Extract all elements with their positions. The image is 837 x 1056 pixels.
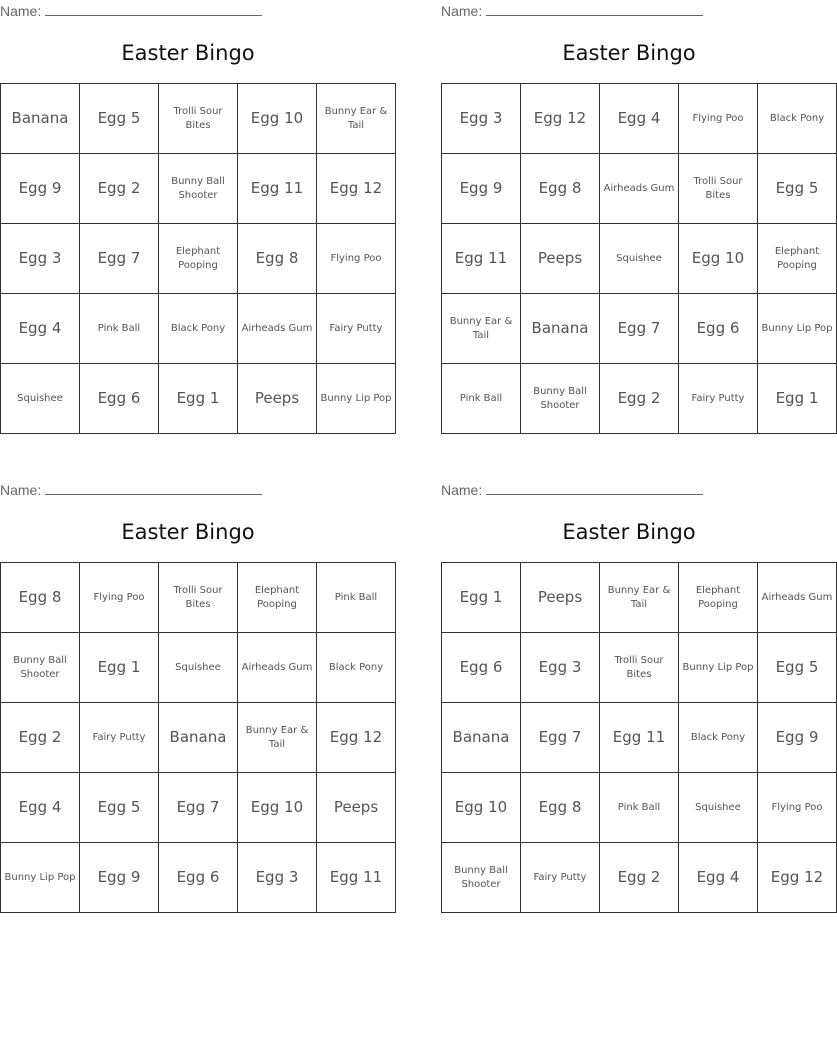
bingo-cell: Airheads Gum bbox=[238, 633, 317, 703]
bingo-cell: Elephant Pooping bbox=[238, 563, 317, 633]
bingo-cell: Egg 8 bbox=[521, 773, 600, 843]
bingo-cell: Egg 12 bbox=[317, 703, 396, 773]
bingo-cell: Egg 6 bbox=[442, 633, 521, 703]
bingo-cell: Egg 6 bbox=[80, 364, 159, 434]
bingo-row bbox=[442, 773, 837, 843]
bingo-cell: Egg 9 bbox=[442, 154, 521, 224]
bingo-grid bbox=[0, 83, 396, 434]
bingo-row bbox=[1, 703, 396, 773]
bingo-cell: Egg 3 bbox=[238, 843, 317, 913]
bingo-cell: Bunny Lip Pop bbox=[1, 843, 80, 913]
bingo-cell: Egg 12 bbox=[317, 154, 396, 224]
name-blank bbox=[486, 2, 703, 16]
bingo-row bbox=[1, 224, 396, 294]
bingo-cell: Egg 1 bbox=[159, 364, 238, 434]
bingo-cell: Egg 5 bbox=[758, 154, 837, 224]
card-title: Easter Bingo bbox=[562, 41, 696, 65]
card-title: Easter Bingo bbox=[562, 520, 696, 544]
bingo-cell: Fairy Putty bbox=[679, 364, 758, 434]
bingo-row bbox=[1, 84, 396, 154]
name-label: Name: bbox=[441, 3, 483, 19]
bingo-cell: Pink Ball bbox=[442, 364, 521, 434]
bingo-cell: Squishee bbox=[679, 773, 758, 843]
bingo-cell: Egg 2 bbox=[600, 843, 679, 913]
bingo-row bbox=[1, 843, 396, 913]
bingo-cell: Bunny Ball Shooter bbox=[442, 843, 521, 913]
bingo-cell: Pink Ball bbox=[80, 294, 159, 364]
bingo-cell: Egg 7 bbox=[159, 773, 238, 843]
bingo-cell: Egg 8 bbox=[521, 154, 600, 224]
bingo-cell: Banana bbox=[442, 703, 521, 773]
bingo-cell: Peeps bbox=[317, 773, 396, 843]
bingo-row bbox=[1, 563, 396, 633]
bingo-cell: Egg 12 bbox=[521, 84, 600, 154]
bingo-cell: Egg 5 bbox=[80, 773, 159, 843]
bingo-row bbox=[442, 224, 837, 294]
bingo-cell: Trolli Sour Bites bbox=[679, 154, 758, 224]
bingo-cell: Bunny Lip Pop bbox=[679, 633, 758, 703]
bingo-cell: Trolli Sour Bites bbox=[600, 633, 679, 703]
bingo-cell: Banana bbox=[1, 84, 80, 154]
bingo-row bbox=[442, 563, 837, 633]
name-label: Name: bbox=[0, 482, 42, 498]
bingo-cell: Bunny Lip Pop bbox=[317, 364, 396, 434]
bingo-cell: Trolli Sour Bites bbox=[159, 84, 238, 154]
name-line bbox=[441, 2, 703, 19]
bingo-cell: Egg 7 bbox=[521, 703, 600, 773]
bingo-cell: Bunny Ball Shooter bbox=[1, 633, 80, 703]
bingo-cell: Airheads Gum bbox=[758, 563, 837, 633]
bingo-cell: Egg 11 bbox=[600, 703, 679, 773]
bingo-grid bbox=[441, 83, 837, 434]
name-blank bbox=[45, 2, 262, 16]
bingo-cell: Peeps bbox=[521, 224, 600, 294]
bingo-cell: Black Pony bbox=[317, 633, 396, 703]
bingo-cell: Egg 4 bbox=[679, 843, 758, 913]
bingo-cell: Egg 1 bbox=[442, 563, 521, 633]
bingo-cell: Flying Poo bbox=[317, 224, 396, 294]
bingo-cell: Egg 1 bbox=[80, 633, 159, 703]
bingo-row bbox=[442, 154, 837, 224]
bingo-cell: Fairy Putty bbox=[80, 703, 159, 773]
bingo-cell: Egg 2 bbox=[600, 364, 679, 434]
card-title: Easter Bingo bbox=[121, 41, 255, 65]
bingo-cell: Egg 8 bbox=[1, 563, 80, 633]
bingo-cell: Fairy Putty bbox=[317, 294, 396, 364]
bingo-cell: Egg 11 bbox=[317, 843, 396, 913]
name-label: Name: bbox=[441, 482, 483, 498]
bingo-cell: Egg 10 bbox=[679, 224, 758, 294]
bingo-row bbox=[1, 154, 396, 224]
bingo-cell: Squishee bbox=[1, 364, 80, 434]
bingo-cell: Egg 3 bbox=[1, 224, 80, 294]
bingo-cell: Pink Ball bbox=[317, 563, 396, 633]
bingo-cell: Egg 3 bbox=[442, 84, 521, 154]
bingo-cell: Bunny Ear & Tail bbox=[317, 84, 396, 154]
bingo-cell: Egg 10 bbox=[442, 773, 521, 843]
bingo-cell: Squishee bbox=[159, 633, 238, 703]
bingo-cell: Flying Poo bbox=[80, 563, 159, 633]
bingo-cell: Airheads Gum bbox=[238, 294, 317, 364]
bingo-cell: Banana bbox=[159, 703, 238, 773]
bingo-cell: Egg 5 bbox=[80, 84, 159, 154]
bingo-cell: Elephant Pooping bbox=[679, 563, 758, 633]
bingo-row bbox=[442, 703, 837, 773]
bingo-cell: Egg 9 bbox=[758, 703, 837, 773]
bingo-cell: Egg 4 bbox=[1, 294, 80, 364]
bingo-cell: Egg 4 bbox=[1, 773, 80, 843]
bingo-cell: Peeps bbox=[238, 364, 317, 434]
bingo-cell: Egg 2 bbox=[1, 703, 80, 773]
bingo-cell: Egg 4 bbox=[600, 84, 679, 154]
bingo-cell: Egg 8 bbox=[238, 224, 317, 294]
bingo-row bbox=[442, 364, 837, 434]
bingo-cell: Bunny Lip Pop bbox=[758, 294, 837, 364]
bingo-cell: Egg 5 bbox=[758, 633, 837, 703]
bingo-cell: Trolli Sour Bites bbox=[159, 563, 238, 633]
bingo-cell: Squishee bbox=[600, 224, 679, 294]
bingo-row bbox=[442, 84, 837, 154]
bingo-row bbox=[1, 294, 396, 364]
bingo-cell: Egg 10 bbox=[238, 773, 317, 843]
card-title: Easter Bingo bbox=[121, 520, 255, 544]
bingo-cell: Elephant Pooping bbox=[758, 224, 837, 294]
bingo-cell: Egg 7 bbox=[80, 224, 159, 294]
name-blank bbox=[486, 481, 703, 495]
bingo-row bbox=[442, 633, 837, 703]
bingo-cell: Egg 9 bbox=[1, 154, 80, 224]
bingo-cell: Bunny Ear & Tail bbox=[238, 703, 317, 773]
bingo-cell: Elephant Pooping bbox=[159, 224, 238, 294]
bingo-row bbox=[1, 364, 396, 434]
bingo-cell: Fairy Putty bbox=[521, 843, 600, 913]
name-line bbox=[0, 2, 262, 19]
bingo-cell: Pink Ball bbox=[600, 773, 679, 843]
bingo-cell: Egg 7 bbox=[600, 294, 679, 364]
bingo-cell: Egg 1 bbox=[758, 364, 837, 434]
bingo-cell: Egg 6 bbox=[679, 294, 758, 364]
bingo-cell: Black Pony bbox=[159, 294, 238, 364]
name-line bbox=[0, 481, 262, 498]
bingo-cell: Airheads Gum bbox=[600, 154, 679, 224]
bingo-cell: Egg 10 bbox=[238, 84, 317, 154]
bingo-cell: Egg 3 bbox=[521, 633, 600, 703]
bingo-cell: Egg 12 bbox=[758, 843, 837, 913]
bingo-cell: Black Pony bbox=[758, 84, 837, 154]
bingo-cell: Bunny Ear & Tail bbox=[442, 294, 521, 364]
bingo-cell: Egg 11 bbox=[442, 224, 521, 294]
bingo-row bbox=[442, 843, 837, 913]
bingo-cell: Flying Poo bbox=[758, 773, 837, 843]
bingo-row bbox=[1, 773, 396, 843]
bingo-cell: Egg 2 bbox=[80, 154, 159, 224]
bingo-cell: Bunny Ball Shooter bbox=[521, 364, 600, 434]
bingo-cell: Black Pony bbox=[679, 703, 758, 773]
name-line bbox=[441, 481, 703, 498]
bingo-cell: Egg 9 bbox=[80, 843, 159, 913]
bingo-cell: Bunny Ear & Tail bbox=[600, 563, 679, 633]
bingo-cell: Banana bbox=[521, 294, 600, 364]
name-blank bbox=[45, 481, 262, 495]
name-label: Name: bbox=[0, 3, 42, 19]
bingo-cell: Egg 11 bbox=[238, 154, 317, 224]
bingo-grid bbox=[441, 562, 837, 913]
bingo-grid bbox=[0, 562, 396, 913]
bingo-cell: Peeps bbox=[521, 563, 600, 633]
bingo-cell: Bunny Ball Shooter bbox=[159, 154, 238, 224]
bingo-cell: Flying Poo bbox=[679, 84, 758, 154]
bingo-cell: Egg 6 bbox=[159, 843, 238, 913]
bingo-row bbox=[442, 294, 837, 364]
bingo-row bbox=[1, 633, 396, 703]
